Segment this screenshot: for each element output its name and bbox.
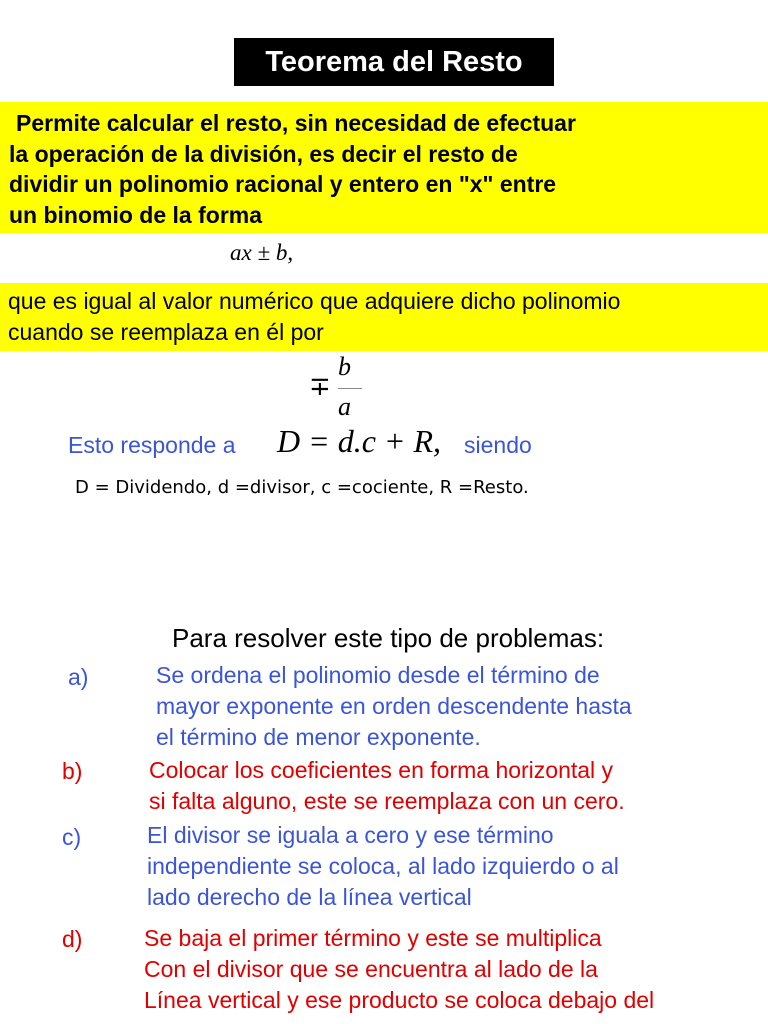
response-label: Esto responde a: [68, 432, 236, 458]
step-line: mayor exponente en orden descendente hasta: [156, 693, 632, 719]
page-title: Teorema del Resto: [234, 38, 554, 86]
fraction-formula: [306, 352, 366, 424]
step-line: Línea vertical y ese producto se coloca debajo del: [144, 987, 655, 1013]
step-line: si falta alguno, este se reemplaza con un cero.: [149, 788, 625, 814]
definitions-text: D = Dividendo, d =divisor, c =cociente, R =Resto.: [75, 477, 529, 498]
step-line: lado derecho de la línea vertical: [147, 884, 472, 910]
value-highlight: [0, 283, 768, 351]
step-line: El divisor se iguala a cero y ese término: [147, 822, 554, 848]
step-line: Se baja el primer término y este se multiplica: [144, 925, 602, 951]
intro-line: la operación de la división, es decir el resto de: [9, 140, 518, 167]
step-d-text: [144, 923, 654, 1016]
step-b-text: [149, 755, 625, 817]
intro-line: un binomio de la forma: [9, 201, 263, 228]
step-line: el término de menor exponente.: [156, 724, 481, 750]
step-line: Colocar los coeficientes en forma horizontal y: [149, 757, 614, 783]
division-formula: D = d.c + R,: [277, 423, 442, 459]
intro-highlight: [0, 102, 768, 233]
fraction-bar: [338, 388, 362, 389]
intro-line: dividir un polinomio racional y entero en "x" entre: [9, 171, 557, 197]
fraction-denominator: a: [338, 392, 351, 421]
intro-line: Permite calcular el resto, sin necesidad de efectuar: [16, 110, 576, 136]
binomial-formula: ax ± b,: [230, 240, 294, 265]
step-d-label: d): [62, 926, 83, 952]
siendo-label: siendo: [464, 432, 532, 458]
step-c-text: [147, 820, 619, 913]
value-line: que es igual al valor numérico que adquiere dicho polinomio: [8, 288, 621, 314]
step-line: independiente se coloca, al lado izquierdo o al: [147, 853, 619, 879]
value-line: cuando se reemplaza en él por: [8, 318, 324, 345]
step-line: Se ordena el polinomio desde el término de: [156, 662, 600, 688]
step-c-label: c): [62, 824, 82, 850]
minus-plus-sign: ∓: [309, 372, 331, 401]
step-a-text: [156, 660, 632, 753]
fraction-numerator: b: [338, 352, 351, 381]
step-a-label: a): [68, 664, 89, 690]
steps-heading: Para resolver este tipo de problemas:: [172, 623, 605, 653]
step-b-label: b): [62, 758, 83, 784]
step-line: Con el divisor que se encuentra al lado de la: [144, 956, 598, 982]
